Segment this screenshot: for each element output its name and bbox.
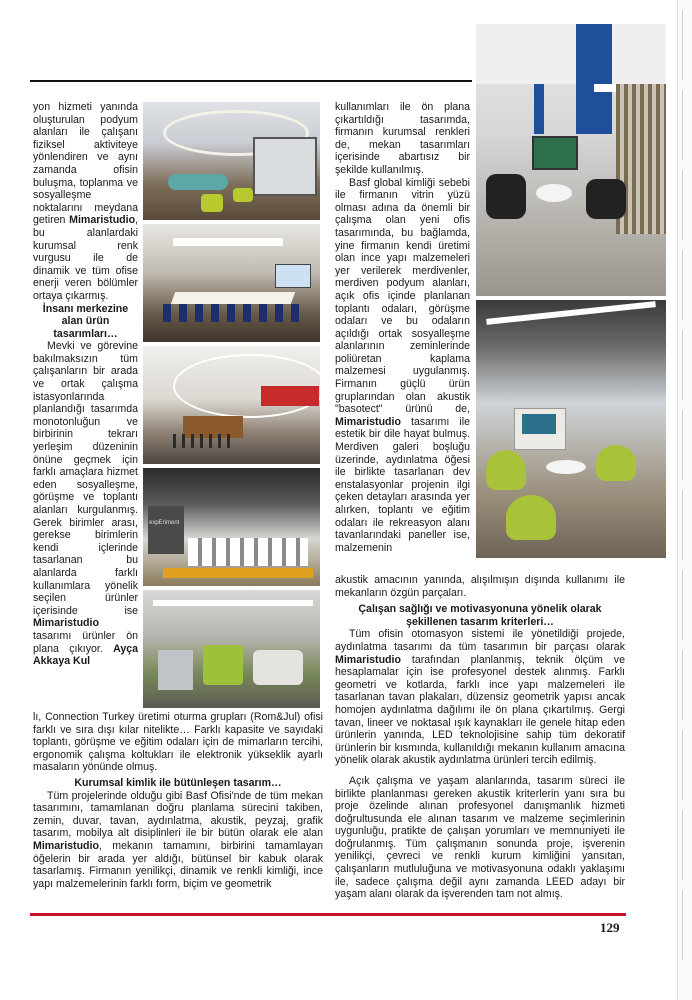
paragraph: akustik amacının yanında, alışılmışın dışında kullanımı ile mekanların özgün parçaları. [335,574,625,599]
column1-upper [33,101,138,668]
paragraph: Basf global kimliği sebebi ile firmanın vitrin yüzü olması adına da önemli bir çalışma olan yeni ofis tasarımında, bu bağlamda, yine firmanın kendi üretimi olan ince yapı malzemeleri yer verilerek merdivenler, merdiven podyum alanları, açık ofis içinde planlanan toplantı odaları, görüşme odaları ve bu odaların açıldığı ortak sosyalleşme alanlarının zeminlerinde poliüretan kaplama malzemesi uygulanmış. Firmanın güçlü ürün gruplarından olan akustik "basotect" ürünü de, Mimaristudio tasarımı ile estetik bir dile hayat bulmuş. Merdiven galeri boşluğu üzerinde, aydınlatma öğesi ile birlikte tasarlanan dev enstalasyonlar projenin ilgi çeken detayları arasında yer alırken, toplantı ve eğitim odaları ile rekreasyon alanı tavanlarındaki paneller ise, malzemenin [335,176,470,554]
photo-open-office [143,590,320,708]
section-heading: İnsanı merkezine alan ürün tasarımları… [42,302,129,340]
paragraph: lı, Connection Turkey üretimi oturma grupları (Rom&Jul) ofisi farklı ve sıra dışı kılar nitelikte… Farklı kapasite ve sayıdaki toplantı, görüşme ve eğitim odaları için de mimarların tercihi, ergonomik çalışma koltukları ile elektronik yükseklik ayarlı masaların yönünde olmuş. [33,711,323,774]
paragraph: kullanımları ile ön plana çıkartıldığı tasarımda, firmanın kurumsal renkleri de, mekan tasarımları içerisinde abartısız bir şekilde kullanılmış. [335,101,470,176]
photo-lounge-lime [476,300,666,558]
column2-upper [335,101,470,554]
wall-sign: expEriment [149,520,180,526]
top-rule [30,80,472,82]
column1-lower [33,711,323,890]
page-edge [677,0,692,1000]
photo-training-room [143,468,320,586]
paragraph: Tüm ofisin otomasyon sistemi ile yönetildiği projede, aydınlatma tasarımı da tüm tasarımın bir parçası olarak Mimaristudio tarafından planlanmış, teknik ölçüm ve hesaplamalar için ise profesyonel destek alınmış. Farklı geometri ve kotlarda, farklı ince yapı malzemeleri ile tasarlanan tavan plakaları, düzensiz geometrik yapısı ancak homojen aydınlatma dağılımı ile ön plana çıkartılmış. Gergi tavan, lineer ve noktasal ışık kaynakları ile genele hitap eden ürünlerin yanında, LED teknolojisine sahip tüm dekoratif ürünlerin bir kısmında, kullanıldığı mekanın kullanım amacına yönelik olarak akustik aydınlatma ürünleri tercih edilmiş. [335,628,625,767]
section-heading: Kurumsal kimlik ile bütünleşen tasarım… [74,776,282,789]
paragraph: yon hizmeti yanında oluşturulan podyum alanları ile çalışanı fiziksel aktiviteye yönlendiren ve aynı zamanda ofisin buluşma, toplanma ve sosyalleşme noktalarını meydana getiren Mimaristudio, bu alanlardaki kurumsal renk vurgusu ile de dinamik ve tüm ofise enerji veren bölümler ortaya çıkarmış. [33,101,138,302]
footer-rule [30,913,626,916]
paragraph: Mevki ve görevine bakılmaksızın tüm çalışanların bir arada ve ortak çalışma istasyonlarında planlandığı tasarımda monotonluğun ve birbirinin tekrarı yerleşim düzeninin önüne geçmek için farklı amaçlara hizmet eden sosyalleşme, görüşme ve toplantı alanları kurgulanmış. Gerek birimler arası, gerekse birimlerin kendi içlerinde tasarlanan bu alanlarda farklı kullanımlara yönelik seçilen ürünler içerisinde ise Mimaristudio tasarımı ürünler ön plana çıkıyor. Ayça Akkaya Kul [33,340,138,668]
photo-lobby-blue [476,24,666,296]
page-number: 129 [600,920,620,935]
photo-lounge [143,102,320,220]
section-heading: Çalışan sağlığı ve motivasyonuna yönelik olarak şekillenen tasarım kriterleri… [358,603,602,628]
photo-meeting-room [143,224,320,342]
column2-lower [335,574,625,901]
paragraph: Açık çalışma ve yaşam alanlarında, tasarım süreci ile birlikte planlanması gereken akustik kriterlerin yanı sıra bu proje özelinde alınan profesyonel danışmanlık hizmeti doğrultusunda ele alınan tasarım ve malzeme seçimlerinin uygunluğu, pratikte de çalışan yorumları ve memnuniyeti ile doğrulanmış. Tüm çalışmanın sonunda proje, işverenin yenilikçi, çevreci ve renkli kurum kimliğini yansıtan, çalışanların mutluluğuna ve motivasyonuna odaklı yaklaşımı ile, sadece çalışma değil aynı zamanda LEED adayı bir yaşam alanı olarak da işverenden tam not almış. [335,774,625,901]
photo-cafe [143,346,320,464]
paragraph: Tüm projelerinde olduğu gibi Basf Ofisi'nde de tüm mekan tasarımını, tamamlanan doğru planlama sürecini takiben, zemin, duvar, tavan, aydınlatma, akustik, peyzaj, grafik tasarım, mobilya alt disiplinleri ile bir bütün olarak ele alan Mimaristudio, mekanın tamamını, birbirini tamamlayan öğelerin bir arada yer aldığı, bütünsel bir kabuk olarak tasarlamış. Firmanın yenilikçi, dinamik ve renkli kimliği, ince yapı malzemelerinin farklı form, biçim ve geometrik [33,789,323,890]
